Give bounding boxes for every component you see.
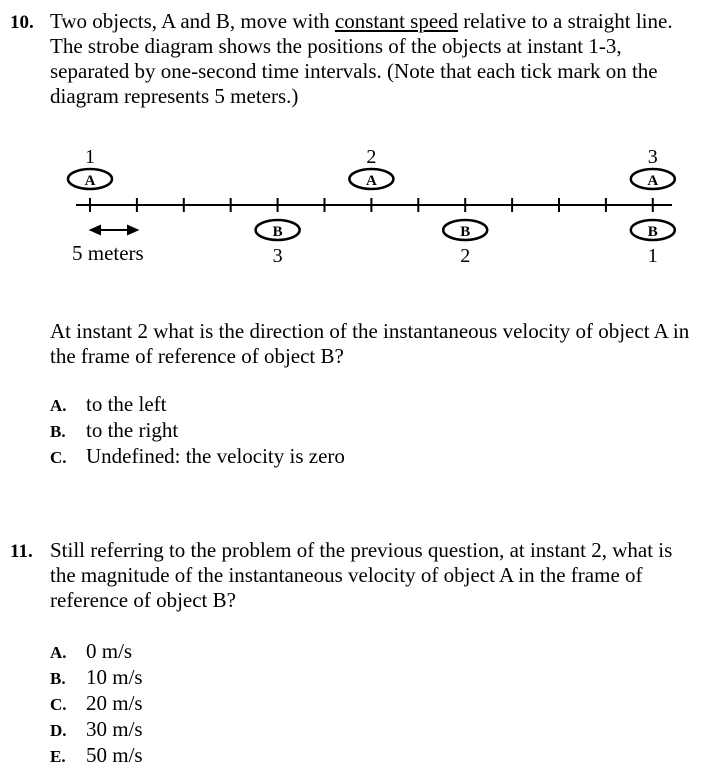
option-text: 10 m/s (86, 665, 143, 689)
option-text: to the left (86, 392, 167, 416)
option-letter: A. (50, 643, 67, 662)
option-letter: C. (50, 695, 67, 714)
question-11-number: 11. (10, 541, 33, 562)
option-text: to the right (86, 418, 179, 442)
option-letter: E. (50, 747, 66, 766)
option-letter: D. (50, 721, 67, 740)
object-label: B (647, 224, 658, 240)
option-letter: B. (50, 669, 66, 688)
object-label: A (647, 173, 659, 189)
scale-label: 5 meters (72, 241, 144, 265)
option-letter: A. (50, 396, 67, 415)
question-10-number: 10. (10, 12, 34, 33)
option-text: Undefined: the velocity is zero (86, 444, 345, 468)
option-text: 50 m/s (86, 743, 143, 767)
instant-label: 2 (460, 245, 471, 267)
object-a-marker (349, 146, 393, 189)
object-label: A (365, 173, 377, 189)
instant-label: 2 (366, 146, 377, 168)
object-a-marker (631, 146, 675, 189)
object-b-marker (443, 220, 487, 267)
q11-option-b[interactable] (50, 664, 143, 692)
option-text: 0 m/s (86, 639, 133, 663)
instant-label: 3 (272, 245, 283, 267)
instant-label: 3 (647, 146, 658, 168)
option-text: 20 m/s (86, 691, 143, 715)
q10-option-a[interactable] (50, 391, 166, 419)
q11-option-a[interactable] (50, 638, 132, 666)
option-letter: C. (50, 448, 67, 467)
object-b-marker (256, 220, 300, 267)
instant-label: 1 (647, 245, 658, 267)
strobe-diagram (0, 140, 720, 270)
q10-option-b[interactable] (50, 417, 178, 445)
q11-option-d[interactable] (50, 716, 143, 744)
question-10-intro (50, 9, 700, 109)
question-10-prompt: At instant 2 what is the direction of the instantaneous velocity of object A in the frame of reference of object B? (50, 319, 690, 368)
option-letter: B. (50, 422, 66, 441)
object-label: B (460, 224, 471, 240)
q11-option-c[interactable] (50, 690, 143, 718)
instant-label: 1 (85, 146, 95, 168)
option-text: 30 m/s (86, 717, 143, 741)
object-a-marker (68, 146, 112, 189)
intro-underlined-term: constant speed (334, 9, 458, 33)
scale-arrow (91, 226, 137, 234)
q10-option-c[interactable] (50, 443, 345, 471)
intro-part-3: relative to a straight line. The strobe diagram shows the positions of the objects at instant 1-3, separated by one-second time intervals. (Note that each tick mark on the diagram represents 5 meters.) (50, 9, 673, 108)
question-11-text: Still referring to the problem of the previous question, at instant 2, what is the magnitude of the instantaneous velocity of object A in the frame of reference of object B? (50, 538, 673, 612)
object-label: B (272, 224, 283, 240)
intro-part-1: Two objects, A and B, move with (50, 9, 335, 33)
q11-option-e[interactable] (50, 742, 143, 770)
object-label: A (84, 173, 96, 189)
object-b-marker (631, 220, 675, 267)
